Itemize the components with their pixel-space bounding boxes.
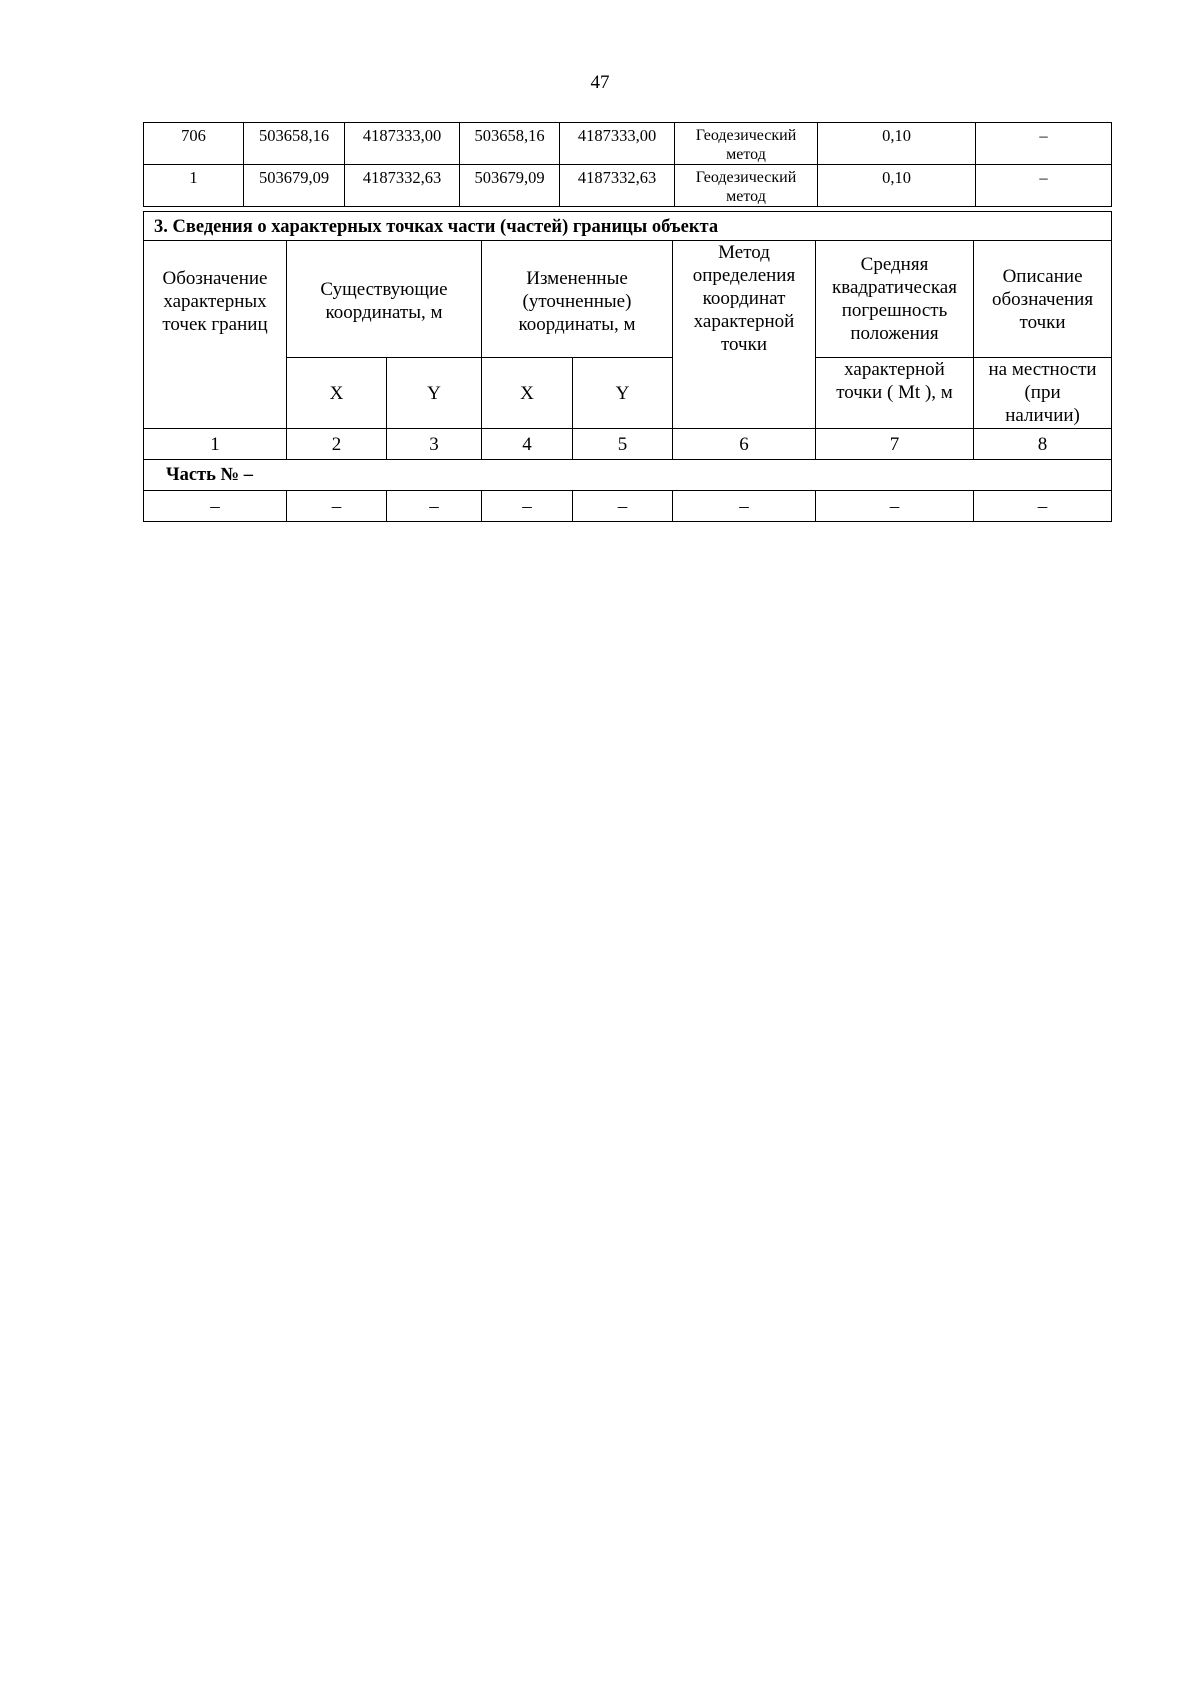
y-changed-cell: 4187332,63 bbox=[560, 165, 675, 207]
header-accuracy-continued: характерной точки ( Mt ), м bbox=[816, 358, 974, 429]
table-row bbox=[144, 165, 1112, 207]
part-label: Часть № – bbox=[144, 460, 1112, 491]
column-number: 8 bbox=[974, 429, 1112, 460]
column-number-row bbox=[144, 429, 1112, 460]
y-existing-cell: 4187333,00 bbox=[345, 123, 460, 165]
table-row bbox=[144, 123, 1112, 165]
method-cell bbox=[675, 165, 818, 207]
header-changed-coordinates: Измененные (уточненные) координаты, м bbox=[482, 241, 673, 358]
column-number: 4 bbox=[482, 429, 573, 460]
y-changed-cell: 4187333,00 bbox=[560, 123, 675, 165]
column-number: 7 bbox=[816, 429, 974, 460]
coordinates-continuation-table bbox=[143, 122, 1112, 207]
column-number: 6 bbox=[673, 429, 816, 460]
x-existing-cell: 503658,16 bbox=[244, 123, 345, 165]
method-cell bbox=[675, 123, 818, 165]
x-changed-cell: 503658,16 bbox=[460, 123, 560, 165]
point-cell: 1 bbox=[144, 165, 244, 207]
column-number: 3 bbox=[387, 429, 482, 460]
header-point-designation: Обозначение характерных точек границ bbox=[144, 241, 287, 429]
table-row bbox=[144, 491, 1112, 522]
accuracy-cell: 0,10 bbox=[818, 123, 976, 165]
header-method: Метод определения координат характерной точки bbox=[673, 241, 816, 429]
page-number: 47 bbox=[590, 72, 610, 93]
point-cell: 706 bbox=[144, 123, 244, 165]
header-description: Описание обозначения точки bbox=[974, 241, 1112, 358]
header-y-changed: Y bbox=[573, 358, 673, 429]
header-description-continued: на местности (при наличии) bbox=[974, 358, 1112, 429]
method-line: Геодезический bbox=[695, 127, 797, 144]
method-line: метод bbox=[726, 146, 766, 163]
dash-cell: – bbox=[573, 491, 673, 522]
x-existing-cell: 503679,09 bbox=[244, 165, 345, 207]
y-existing-cell: 4187332,63 bbox=[345, 165, 460, 207]
column-number: 2 bbox=[287, 429, 387, 460]
header-accuracy: Средняя квадратическая погрешность положения bbox=[816, 241, 974, 358]
dash-cell: – bbox=[287, 491, 387, 522]
column-number: 5 bbox=[573, 429, 673, 460]
column-number: 1 bbox=[144, 429, 287, 460]
section3-table bbox=[143, 211, 1112, 522]
dash-cell: – bbox=[144, 491, 287, 522]
description-cell: – bbox=[976, 123, 1112, 165]
header-existing-coordinates: Существующие координаты, м bbox=[287, 241, 482, 358]
header-x-existing: X bbox=[287, 358, 387, 429]
x-changed-cell: 503679,09 bbox=[460, 165, 560, 207]
dash-cell: – bbox=[673, 491, 816, 522]
method-line: метод bbox=[726, 188, 766, 205]
dash-cell: – bbox=[816, 491, 974, 522]
header-x-changed: X bbox=[482, 358, 573, 429]
dash-cell: – bbox=[387, 491, 482, 522]
header-y-existing: Y bbox=[387, 358, 482, 429]
accuracy-cell: 0,10 bbox=[818, 165, 976, 207]
method-line: Геодезический bbox=[695, 169, 797, 186]
section-title: 3. Сведения о характерных точках части (частей) границы объекта bbox=[144, 212, 1112, 241]
description-cell: – bbox=[976, 165, 1112, 207]
dash-cell: – bbox=[482, 491, 573, 522]
dash-cell: – bbox=[974, 491, 1112, 522]
